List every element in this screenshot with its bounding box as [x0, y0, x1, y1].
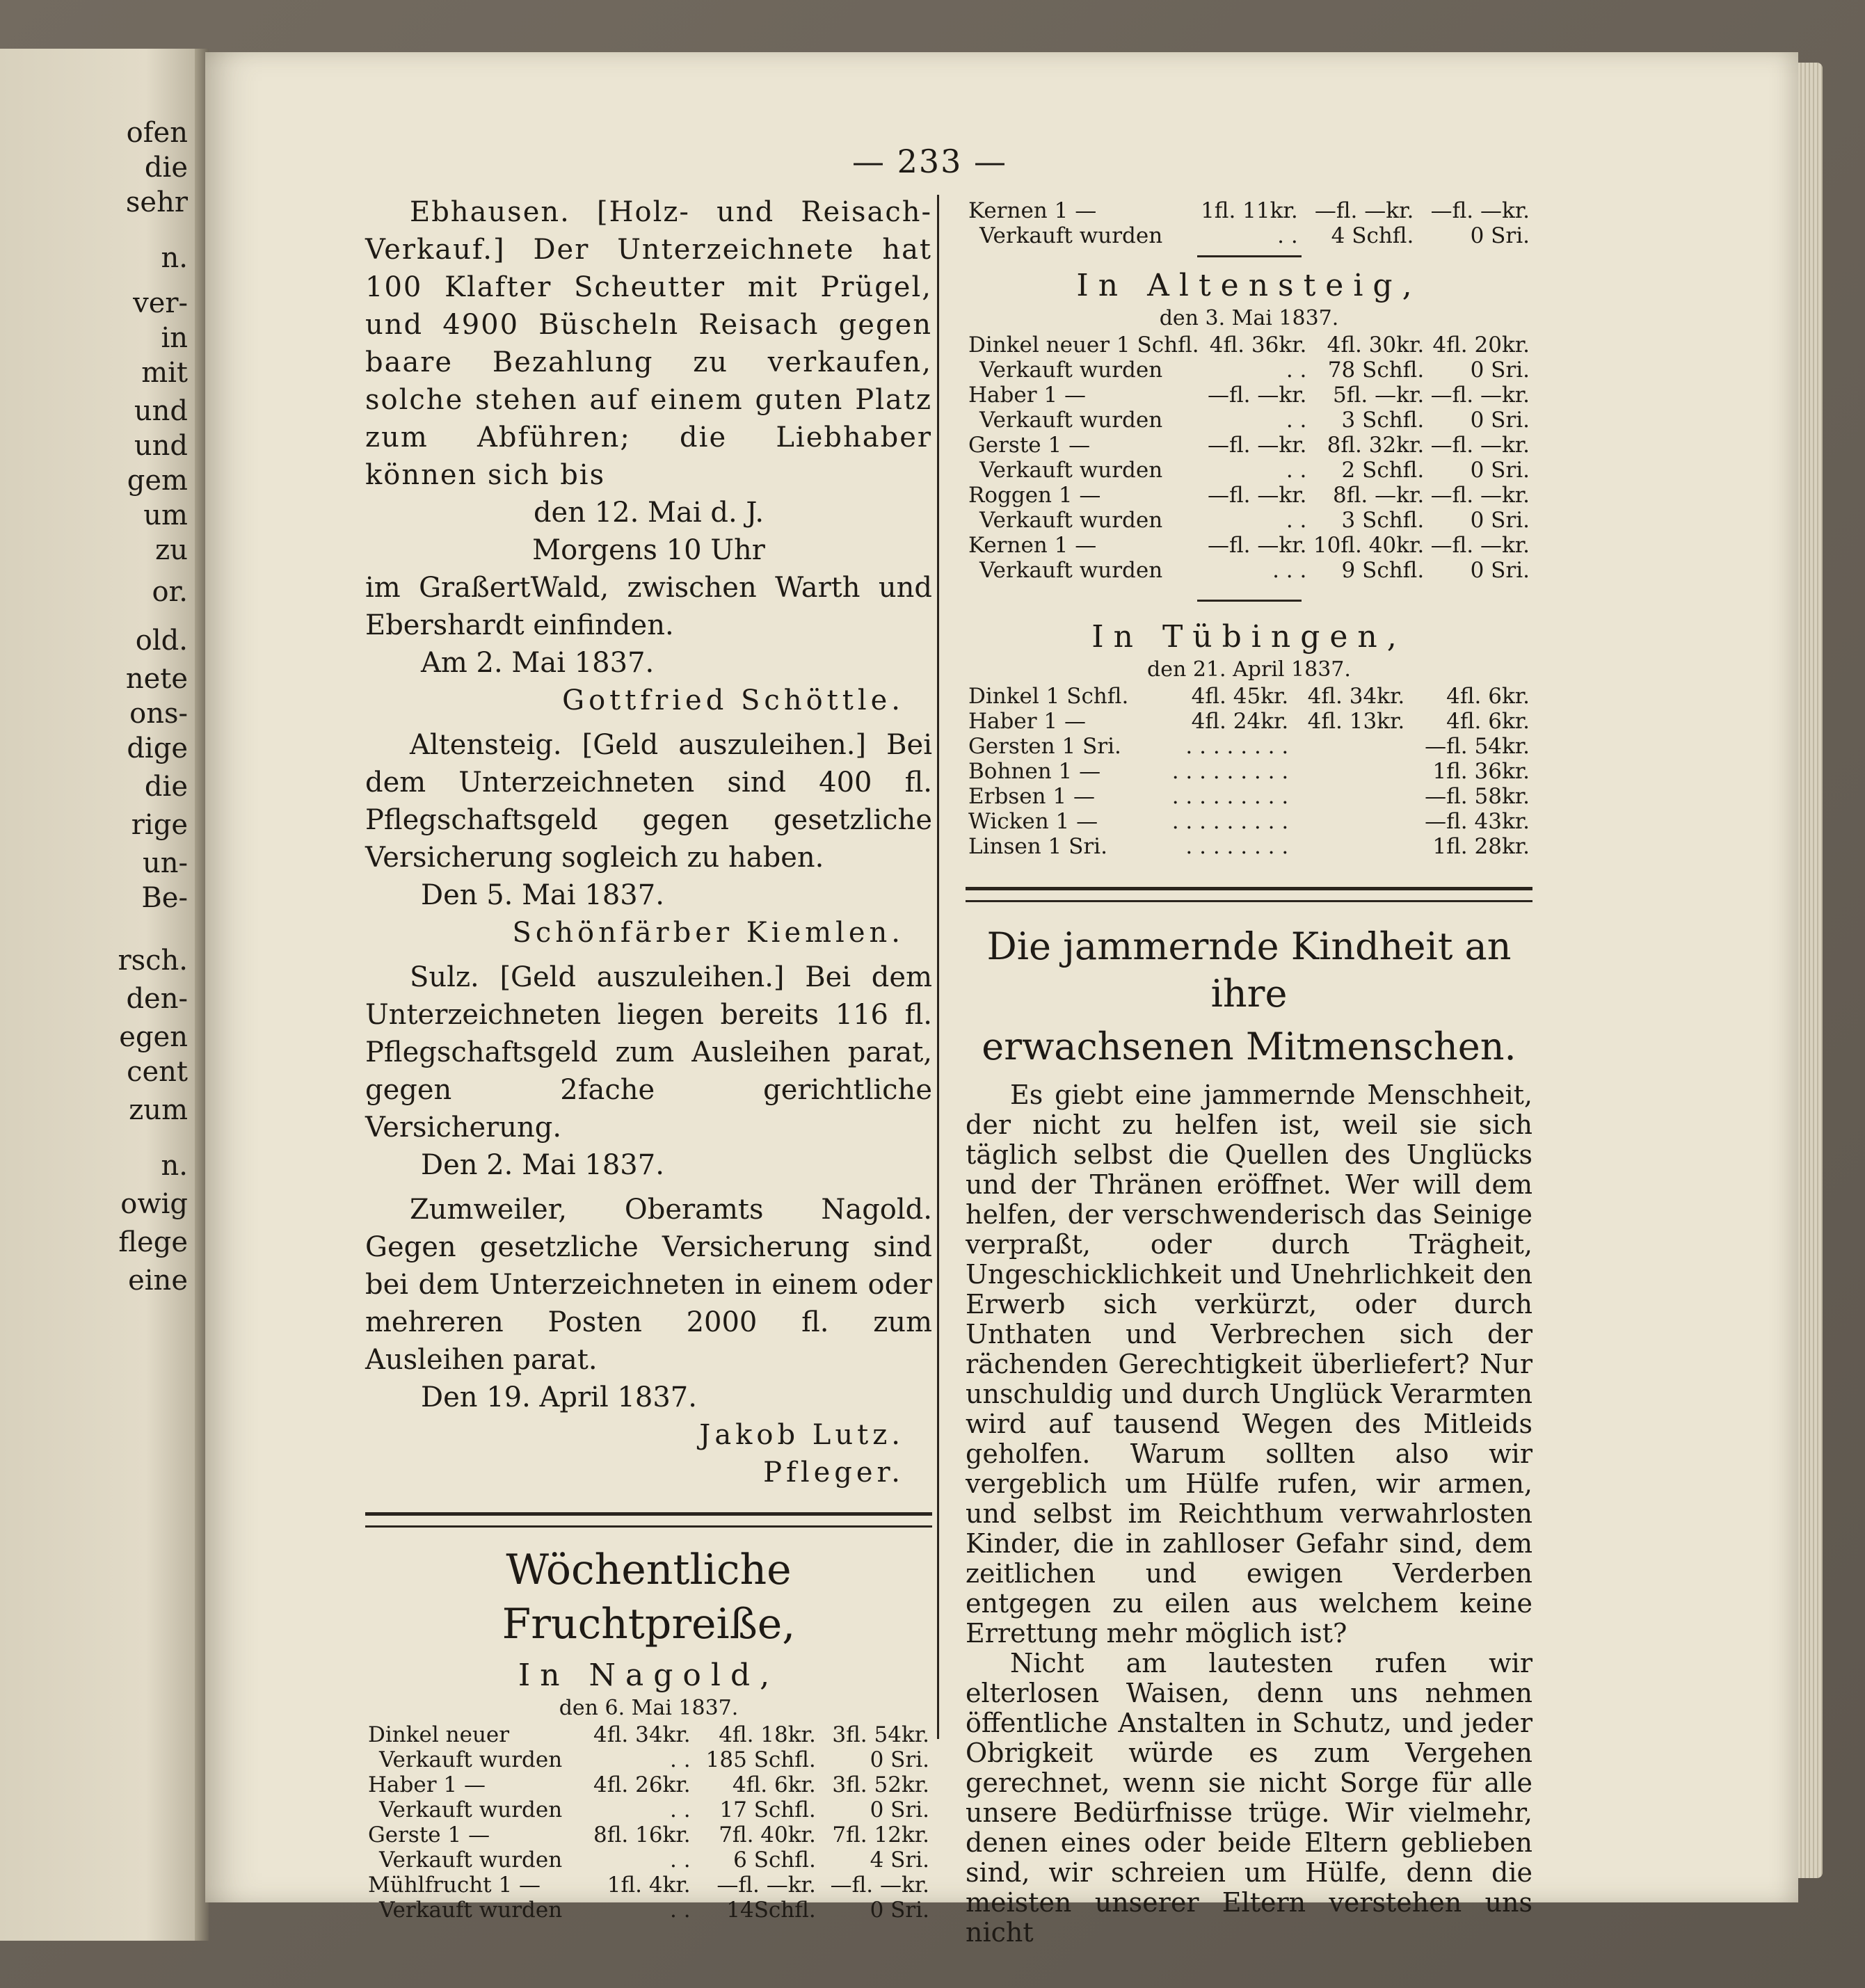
price-row — [966, 684, 1532, 709]
nagold-price-table — [365, 1722, 932, 1923]
price-item: Gerste 1 — — [968, 433, 1091, 458]
tuebingen-place: In Tübingen, — [1091, 619, 1407, 655]
facing-page-fragment: owig — [120, 1188, 188, 1220]
ad-ebhausen-date: Am 2. Mai 1837. — [421, 647, 655, 679]
altensteig-price-table — [966, 332, 1532, 583]
facing-page-fragment: n. — [161, 1150, 188, 1182]
price-value: 4 Sri. — [870, 1847, 929, 1873]
price-item: Dinkel 1 Schfl. — [968, 684, 1129, 709]
price-item: Haber 1 — — [368, 1772, 486, 1797]
price-row — [365, 1772, 932, 1797]
facing-page-fragment: Be- — [141, 882, 188, 914]
facing-page-fragment: um — [143, 499, 188, 531]
price-value: 3fl. 52kr. — [832, 1772, 929, 1797]
article-title-line-2: erwachsenen Mitmenschen. — [982, 1025, 1516, 1068]
ad-zumweiler-signature: Jakob Lutz. — [699, 1419, 904, 1451]
price-item: Dinkel neuer — [368, 1722, 510, 1747]
price-value: 1fl. 4kr. — [607, 1873, 691, 1898]
facing-page-left — [0, 49, 209, 1941]
facing-page-fragment: n. — [161, 242, 188, 274]
facing-page-fragment: dige — [127, 732, 188, 764]
facing-page-fragment: und — [134, 395, 188, 427]
facing-page-fragment: in — [161, 322, 188, 354]
price-value: 1fl. 11kr. — [1201, 198, 1298, 223]
price-value: —fl. —kr. — [1430, 433, 1530, 458]
ad-altensteig-signature: Schönfärber Kiemlen. — [512, 917, 904, 949]
price-item: Verkauft wurden — [979, 558, 1163, 583]
price-item: Gersten 1 Sri. — [968, 734, 1121, 759]
price-row — [966, 223, 1532, 248]
price-value: 78 Schfl. — [1327, 358, 1425, 383]
facing-page-fragment: zu — [155, 534, 188, 566]
price-value: 0 Sri. — [870, 1898, 929, 1923]
price-value: 4fl. 6kr. — [1446, 684, 1530, 709]
ad-zumweiler-role: Pfleger. — [763, 1457, 904, 1489]
price-value: 7fl. 40kr. — [719, 1822, 816, 1847]
price-item: Verkauft wurden — [379, 1797, 563, 1822]
price-value: —fl. 54kr. — [1425, 734, 1530, 759]
price-item: Verkauft wurden — [379, 1847, 563, 1873]
facing-page-fragment: un- — [142, 847, 188, 879]
price-value: . . — [1286, 508, 1307, 533]
price-value: 4fl. 34kr. — [1307, 684, 1405, 709]
facing-page-fragment: den- — [126, 983, 188, 1015]
price-value: —fl. —kr. — [1207, 533, 1307, 558]
price-row — [365, 1898, 932, 1923]
price-value: 4 Schfl. — [1331, 223, 1414, 248]
price-row — [966, 809, 1532, 834]
price-value: 4fl. 18kr. — [719, 1722, 816, 1747]
facing-page-fragment: old. — [135, 625, 188, 657]
ad-zumweiler-text: Zumweiler, Oberamts Nagold. Gegen gesetzliche Versicherung sind bei dem Unterzeichneten in einem oder mehreren Posten 2000 fl. zum Ausleihen parat. — [365, 1194, 932, 1376]
price-value: . . — [1286, 358, 1307, 383]
facing-page-fragment: nete — [125, 663, 188, 695]
price-value: 4fl. 30kr. — [1327, 332, 1425, 358]
altensteig-place: In Altensteig, — [1076, 268, 1422, 303]
price-value: 4fl. 26kr. — [593, 1772, 691, 1797]
facing-page-fragment: sehr — [125, 186, 188, 218]
price-row — [966, 383, 1532, 408]
price-value: —fl. —kr. — [717, 1873, 816, 1898]
price-value — [1291, 734, 1407, 759]
section-rule — [365, 1512, 932, 1528]
price-value: 4fl. 6kr. — [1446, 709, 1530, 734]
price-value: —fl. —kr. — [1314, 198, 1414, 223]
facing-page-fragment: ons- — [129, 698, 188, 730]
tuebingen-price-table — [966, 684, 1532, 859]
price-row — [365, 1847, 932, 1873]
price-value: 4fl. 6kr. — [732, 1772, 816, 1797]
price-value: 0 Sri. — [1470, 458, 1530, 483]
facing-page-fragment: die — [144, 152, 188, 184]
facing-page-fragment: ofen — [126, 117, 188, 149]
price-value: 4fl. 36kr. — [1209, 332, 1307, 358]
price-item: Linsen 1 Sri. — [968, 834, 1107, 859]
price-value: . . . . . . . . . — [1171, 759, 1289, 784]
price-value: 5fl. —kr. — [1333, 383, 1425, 408]
price-value: . . — [1286, 408, 1307, 433]
price-value: 0 Sri. — [1470, 358, 1530, 383]
price-row — [966, 508, 1532, 533]
prices-heading: Wöchentliche Fruchtpreiße, — [502, 1546, 796, 1649]
tuebingen-date: den 21. April 1837. — [1147, 657, 1351, 682]
price-value: 7fl. 12kr. — [832, 1822, 929, 1847]
price-value: —fl. 58kr. — [1425, 784, 1530, 809]
ad-altensteig-date: Den 5. Mai 1837. — [421, 879, 664, 911]
price-value — [1291, 809, 1407, 834]
price-value: 17 Schfl. — [719, 1797, 816, 1822]
ad-ebhausen-text-2: im GraßertWald, zwischen Warth und Ebershardt einfinden. — [365, 572, 932, 641]
price-item: Roggen 1 — — [968, 483, 1101, 508]
price-item: Kernen 1 — — [968, 198, 1097, 223]
price-row — [966, 198, 1532, 223]
altensteig-date: den 3. Mai 1837. — [1159, 306, 1339, 330]
price-row — [966, 533, 1532, 558]
facing-page-fragment: ver- — [133, 287, 188, 319]
right-column — [966, 198, 1532, 1948]
price-row — [365, 1722, 932, 1747]
price-value: 0 Sri. — [870, 1747, 929, 1772]
price-row — [365, 1747, 932, 1772]
price-row — [966, 834, 1532, 859]
price-row — [365, 1797, 932, 1822]
column-divider — [937, 195, 939, 1739]
price-row — [966, 734, 1532, 759]
facing-page-fragment: flege — [118, 1226, 188, 1258]
price-row — [966, 558, 1532, 583]
facing-page-fragment: rige — [131, 809, 188, 841]
ad-sulz-date: Den 2. Mai 1837. — [421, 1149, 664, 1181]
price-value: —fl. —kr. — [1430, 483, 1530, 508]
ad-ebhausen-signature: Gottfried Schöttle. — [562, 684, 904, 716]
section-rule — [966, 887, 1532, 902]
facing-page-fragment: cent — [127, 1056, 188, 1088]
nagold-date: den 6. Mai 1837. — [559, 1696, 739, 1720]
price-item: Haber 1 — — [968, 709, 1086, 734]
price-value: 4fl. 45kr. — [1191, 684, 1289, 709]
price-value: 8fl. —kr. — [1333, 483, 1425, 508]
price-item: Kernen 1 — — [968, 533, 1097, 558]
left-column — [365, 193, 932, 1923]
price-value: —fl. —kr. — [1207, 383, 1307, 408]
price-value — [1291, 784, 1407, 809]
price-item: Verkauft wurden — [979, 358, 1163, 383]
ad-altensteig-text: Altensteig. [Geld auszuleihen.] Bei dem Unterzeichneten sind 400 fl. Pflegschaftsgeld gegen gesetzliche Versicherung sogleich zu haben. — [365, 729, 932, 874]
carryover-price-table — [966, 198, 1532, 248]
price-item: Haber 1 — — [968, 383, 1086, 408]
price-value: 4fl. 20kr. — [1432, 332, 1530, 358]
price-item: Bohnen 1 — — [968, 759, 1101, 784]
price-value: —fl. —kr. — [1207, 433, 1307, 458]
price-value: 0 Sri. — [1470, 408, 1530, 433]
price-item: Erbsen 1 — — [968, 784, 1095, 809]
facing-page-fragment: or. — [152, 576, 188, 608]
price-value: 4fl. 24kr. — [1191, 709, 1289, 734]
facing-page-fragment: und — [134, 430, 188, 462]
price-row — [966, 408, 1532, 433]
price-item: Verkauft wurden — [979, 508, 1163, 533]
price-row — [365, 1822, 932, 1847]
price-value: . . . . . . . . . — [1171, 784, 1289, 809]
price-value: 9 Schfl. — [1341, 558, 1425, 583]
price-value — [1291, 759, 1407, 784]
price-item: Verkauft wurden — [979, 408, 1163, 433]
price-value: 1fl. 36kr. — [1432, 759, 1530, 784]
price-value — [1291, 834, 1407, 859]
price-value: 0 Sri. — [1470, 223, 1530, 248]
price-value: 3 Schfl. — [1341, 408, 1425, 433]
price-value: . . . . . . . . — [1185, 834, 1289, 859]
price-row — [966, 358, 1532, 383]
price-value: . . — [670, 1797, 691, 1822]
price-row — [966, 709, 1532, 734]
facing-page-fragment: egen — [119, 1021, 188, 1053]
facing-page-fragment: die — [144, 771, 188, 803]
short-divider — [1197, 255, 1302, 257]
price-item: Mühlfrucht 1 — — [368, 1873, 541, 1898]
price-value: 0 Sri. — [1470, 558, 1530, 583]
price-value: . . . — [1272, 558, 1307, 583]
article-paragraph-2: Nicht am lautesten rufen wir elterlosen Waisen, denn uns nehmen öffentliche Anstalten in Schutz, und jeder Obrigkeit würde es zum Vergehen gerechnet, wenn sie nicht Sorge für alle unsere Bedürfnisse trüge. Wir vielmehr, denen eines oder beide Eltern geblieben sind, wir schreien um Hülfe, denn die meisten unserer Eltern verstehen uns nicht — [966, 1648, 1532, 1948]
facing-page-fragment: rsch. — [118, 945, 188, 977]
price-value: —fl. —kr. — [1430, 198, 1530, 223]
price-item: Verkauft wurden — [979, 458, 1163, 483]
price-row — [966, 458, 1532, 483]
price-item: Dinkel neuer 1 Schfl. — [968, 332, 1199, 358]
price-value: . . . . . . . . . — [1171, 809, 1289, 834]
price-item: Gerste 1 — — [368, 1822, 490, 1847]
price-value: 0 Sri. — [870, 1797, 929, 1822]
ad-ebhausen-date-line: den 12. Mai d. J. — [533, 497, 765, 529]
price-value: 2 Schfl. — [1341, 458, 1425, 483]
price-value: . . — [1286, 458, 1307, 483]
price-value: 8fl. 32kr. — [1327, 433, 1425, 458]
price-item: Verkauft wurden — [979, 223, 1163, 248]
price-row — [966, 784, 1532, 809]
price-row — [365, 1873, 932, 1898]
ad-ebhausen-text: Ebhausen. [Holz- und Reisach-Verkauf.] Der Unterzeichnete hat 100 Klafter Scheutter mit Prügel, und 4900 Büscheln Reisach gegen baare Bezahlung zu verkaufen, solche stehen auf einem guten Platz zum Abführen; die Liebhaber können sich bis — [365, 196, 932, 491]
price-item: Verkauft wurden — [379, 1898, 563, 1923]
nagold-place: In Nagold, — [518, 1658, 780, 1693]
facing-page-fragment: gem — [127, 465, 188, 497]
price-item: Wicken 1 — — [968, 809, 1098, 834]
page-number: — 233 — — [852, 143, 1008, 180]
facing-page-fragment: zum — [129, 1094, 188, 1126]
price-value: . . — [670, 1898, 691, 1923]
price-row — [966, 759, 1532, 784]
price-value: 8fl. 16kr. — [593, 1822, 691, 1847]
price-value: —fl. —kr. — [1430, 383, 1530, 408]
ad-sulz-text: Sulz. [Geld auszuleihen.] Bei dem Unterzeichneten liegen bereits 116 fl. Pflegschaftsgeld zum Ausleihen parat, gegen 2fache gerichtliche Versicherung. — [365, 961, 932, 1144]
price-value: —fl. —kr. — [1207, 483, 1307, 508]
price-value: 4fl. 34kr. — [593, 1722, 691, 1747]
price-item: Verkauft wurden — [379, 1747, 563, 1772]
price-value: 0 Sri. — [1470, 508, 1530, 533]
price-value: —fl. —kr. — [830, 1873, 929, 1898]
price-value: —fl. —kr. — [1430, 533, 1530, 558]
price-value: . . — [670, 1847, 691, 1873]
price-row — [966, 332, 1532, 358]
price-value: 1fl. 28kr. — [1432, 834, 1530, 859]
price-value: 10fl. 40kr. — [1313, 533, 1425, 558]
price-value: . . . . . . . . — [1185, 734, 1289, 759]
article-title-line-1: Die jammernde Kindheit an ihre — [986, 924, 1512, 1016]
price-value: 185 Schfl. — [705, 1747, 816, 1772]
short-divider — [1197, 600, 1302, 602]
price-value: 3 Schfl. — [1341, 508, 1425, 533]
facing-page-fragment: eine — [128, 1265, 188, 1297]
price-value: . . — [1277, 223, 1298, 248]
article-paragraph-1: Es giebt eine jammernde Menschheit, der nicht zu helfen ist, weil sie sich täglich selbst die Quellen des Unglücks und der Thränen eröffnet. Wer will dem helfen, der verschwenderisch das Seinige verpraßt, oder durch Trägheit, Ungeschicklichkeit und Unehrlichkeit den Erwerb sich verkürzt, oder durch Unthaten und Verbrechen sich der rächenden Gerechtigkeit überliefert? Nur unschuldig und durch Unglück Verarmten wird auf tausend Wegen des Mitleids geholfen. Warum sollten also wir vergeblich um Hülfe rufen, wir armen, und selbst im Reichthum verwahrlosten Kinder, die in zahlloser Gefahr sind, dem zeitlichen und ewigen Verderben entgegen zu eilen aus welchem keine Errettung mehr möglich ist? — [966, 1080, 1532, 1649]
ad-ebhausen-time-line: Morgens 10 Uhr — [532, 534, 765, 566]
ad-zumweiler-date: Den 19. April 1837. — [421, 1381, 697, 1413]
price-value: 14Schfl. — [726, 1898, 816, 1923]
price-value: 6 Schfl. — [733, 1847, 816, 1873]
facing-page-fragment: mit — [141, 357, 188, 389]
price-value: . . — [670, 1747, 691, 1772]
price-row — [966, 483, 1532, 508]
price-row — [966, 433, 1532, 458]
price-value: 4fl. 13kr. — [1307, 709, 1405, 734]
price-value: 3fl. 54kr. — [832, 1722, 929, 1747]
price-value: —fl. 43kr. — [1425, 809, 1530, 834]
